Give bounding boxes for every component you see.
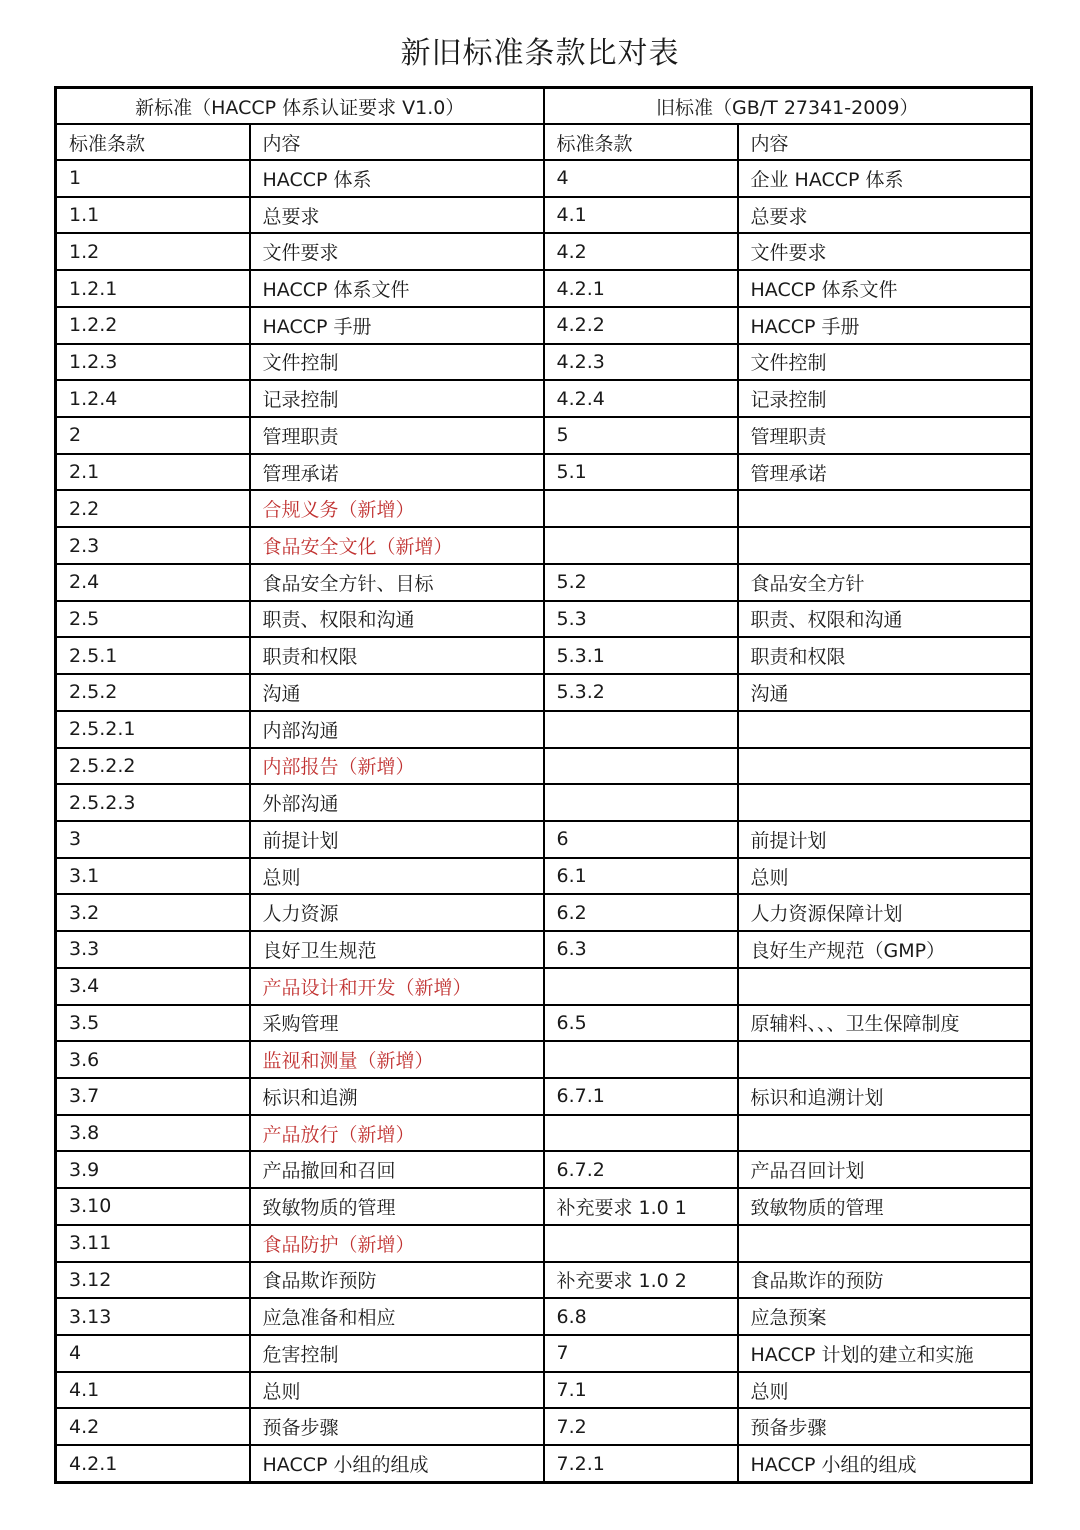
old-content-cell: 食品安全方针 — [738, 564, 1032, 601]
table-row — [56, 1408, 1032, 1445]
new-clause-cell: 4.1 — [56, 1372, 250, 1409]
new-content-cell: 食品安全文化（新增） — [250, 527, 544, 564]
table-row — [56, 968, 1032, 1005]
table-group-header — [56, 88, 1032, 125]
new-clause-cell: 1.1 — [56, 197, 250, 234]
table-row — [56, 380, 1032, 417]
old-content-cell: 食品欺诈的预防 — [738, 1262, 1032, 1299]
old-standard-header: 旧标准（GB/T 27341-2009） — [544, 88, 1032, 125]
new-clause-cell: 2 — [56, 417, 250, 454]
old-clause-cell: 6.7.2 — [544, 1151, 738, 1188]
table-row — [56, 454, 1032, 491]
table-row — [56, 1372, 1032, 1409]
new-content-cell: 文件要求 — [250, 233, 544, 270]
old-clause-cell: 4 — [544, 160, 738, 197]
new-content-cell: 应急准备和相应 — [250, 1298, 544, 1335]
old-content-cell: HACCP 小组的组成 — [738, 1445, 1032, 1482]
table-row — [56, 1445, 1032, 1482]
new-clause-cell: 2.4 — [56, 564, 250, 601]
new-content-cell: 产品撤回和召回 — [250, 1151, 544, 1188]
old-clause-cell — [544, 968, 738, 1005]
old-content-cell — [738, 1225, 1032, 1262]
new-clause-cell: 3.2 — [56, 894, 250, 931]
new-clause-cell: 3.12 — [56, 1262, 250, 1299]
old-clause-cell: 5.3.1 — [544, 637, 738, 674]
old-clause-cell: 补充要求 1.0 1 — [544, 1188, 738, 1225]
column-header-new-content: 内容 — [250, 124, 544, 160]
new-clause-cell: 4 — [56, 1335, 250, 1372]
table-row — [56, 637, 1032, 674]
new-content-cell: HACCP 手册 — [250, 307, 544, 344]
old-clause-cell — [544, 490, 738, 527]
old-content-cell: 总则 — [738, 1372, 1032, 1409]
old-content-cell: HACCP 手册 — [738, 307, 1032, 344]
new-clause-cell: 2.5.2.3 — [56, 784, 250, 821]
table-row — [56, 1225, 1032, 1262]
old-clause-cell: 7 — [544, 1335, 738, 1372]
old-content-cell: 原辅料、、、卫生保障制度 — [738, 1005, 1032, 1042]
old-clause-cell: 4.2 — [544, 233, 738, 270]
new-content-cell: 良好卫生规范 — [250, 931, 544, 968]
old-clause-cell: 4.1 — [544, 197, 738, 234]
new-content-cell: 总则 — [250, 858, 544, 895]
table-body — [56, 160, 1032, 1483]
new-content-cell: 前提计划 — [250, 821, 544, 858]
old-clause-cell — [544, 527, 738, 564]
old-clause-cell: 6.3 — [544, 931, 738, 968]
new-content-cell: 产品放行（新增） — [250, 1115, 544, 1152]
new-clause-cell: 3.4 — [56, 968, 250, 1005]
table-row — [56, 1041, 1032, 1078]
new-content-cell: 文件控制 — [250, 344, 544, 381]
old-content-cell — [738, 748, 1032, 785]
table-row — [56, 160, 1032, 197]
new-clause-cell: 1.2.1 — [56, 270, 250, 307]
old-content-cell: 管理职责 — [738, 417, 1032, 454]
comparison-table — [54, 86, 1033, 1484]
old-content-cell: 总要求 — [738, 197, 1032, 234]
new-content-cell: 预备步骤 — [250, 1408, 544, 1445]
old-content-cell — [738, 1115, 1032, 1152]
new-clause-cell: 2.5.2.2 — [56, 748, 250, 785]
new-clause-cell: 3.3 — [56, 931, 250, 968]
old-clause-cell — [544, 784, 738, 821]
new-clause-cell: 2.3 — [56, 527, 250, 564]
old-content-cell: 前提计划 — [738, 821, 1032, 858]
table-row — [56, 564, 1032, 601]
new-clause-cell: 3 — [56, 821, 250, 858]
old-clause-cell: 7.2 — [544, 1408, 738, 1445]
old-content-cell — [738, 1041, 1032, 1078]
table-row — [56, 1005, 1032, 1042]
table-row — [56, 344, 1032, 381]
new-content-cell: 产品设计和开发（新增） — [250, 968, 544, 1005]
old-clause-cell: 4.2.4 — [544, 380, 738, 417]
old-content-cell — [738, 784, 1032, 821]
new-content-cell: 标识和追溯 — [250, 1078, 544, 1115]
new-clause-cell: 3.10 — [56, 1188, 250, 1225]
table-row — [56, 821, 1032, 858]
old-content-cell: 记录控制 — [738, 380, 1032, 417]
old-clause-cell: 5.3.2 — [544, 674, 738, 711]
table-row — [56, 931, 1032, 968]
old-content-cell — [738, 490, 1032, 527]
new-standard-header: 新标准（HACCP 体系认证要求 V1.0） — [56, 88, 544, 125]
column-header-old-content: 内容 — [738, 124, 1032, 160]
new-clause-cell: 4.2.1 — [56, 1445, 250, 1482]
old-content-cell: 致敏物质的管理 — [738, 1188, 1032, 1225]
new-clause-cell: 1 — [56, 160, 250, 197]
table-row — [56, 601, 1032, 638]
old-clause-cell — [544, 1115, 738, 1152]
old-clause-cell: 6.2 — [544, 894, 738, 931]
old-clause-cell: 4.2.2 — [544, 307, 738, 344]
old-clause-cell — [544, 1041, 738, 1078]
table-column-header — [56, 124, 1032, 160]
new-content-cell: 职责和权限 — [250, 637, 544, 674]
old-clause-cell: 6.8 — [544, 1298, 738, 1335]
old-content-cell: 人力资源保障计划 — [738, 894, 1032, 931]
column-header-new-clause: 标准条款 — [56, 124, 250, 160]
new-content-cell: 食品安全方针、目标 — [250, 564, 544, 601]
old-content-cell: 职责、权限和沟通 — [738, 601, 1032, 638]
new-clause-cell: 1.2 — [56, 233, 250, 270]
new-content-cell: 监视和测量（新增） — [250, 1041, 544, 1078]
old-content-cell — [738, 527, 1032, 564]
old-content-cell — [738, 711, 1032, 748]
table-row — [56, 270, 1032, 307]
table-row — [56, 307, 1032, 344]
old-content-cell: 文件控制 — [738, 344, 1032, 381]
old-clause-cell: 补充要求 1.0 2 — [544, 1262, 738, 1299]
new-content-cell: 致敏物质的管理 — [250, 1188, 544, 1225]
table-row — [56, 1078, 1032, 1115]
new-content-cell: 外部沟通 — [250, 784, 544, 821]
table-row — [56, 1335, 1032, 1372]
old-content-cell: 预备步骤 — [738, 1408, 1032, 1445]
old-content-cell: 产品召回计划 — [738, 1151, 1032, 1188]
old-clause-cell: 5 — [544, 417, 738, 454]
old-clause-cell: 5.2 — [544, 564, 738, 601]
old-content-cell: 标识和追溯计划 — [738, 1078, 1032, 1115]
new-content-cell: 记录控制 — [250, 380, 544, 417]
table-row — [56, 1262, 1032, 1299]
old-content-cell: 管理承诺 — [738, 454, 1032, 491]
new-clause-cell: 3.9 — [56, 1151, 250, 1188]
table-row — [56, 417, 1032, 454]
table-row — [56, 1298, 1032, 1335]
table-row — [56, 748, 1032, 785]
old-content-cell: 职责和权限 — [738, 637, 1032, 674]
old-clause-cell: 6.7.1 — [544, 1078, 738, 1115]
table-row — [56, 894, 1032, 931]
new-content-cell: 人力资源 — [250, 894, 544, 931]
new-content-cell: 危害控制 — [250, 1335, 544, 1372]
table-row — [56, 674, 1032, 711]
old-content-cell: 文件要求 — [738, 233, 1032, 270]
new-content-cell: 总要求 — [250, 197, 544, 234]
old-content-cell: HACCP 体系文件 — [738, 270, 1032, 307]
new-clause-cell: 1.2.4 — [56, 380, 250, 417]
table-row — [56, 784, 1032, 821]
new-clause-cell: 3.8 — [56, 1115, 250, 1152]
new-content-cell: HACCP 体系 — [250, 160, 544, 197]
new-clause-cell: 3.6 — [56, 1041, 250, 1078]
new-clause-cell: 3.13 — [56, 1298, 250, 1335]
table-row — [56, 233, 1032, 270]
table-row — [56, 858, 1032, 895]
old-content-cell: 总则 — [738, 858, 1032, 895]
old-clause-cell: 4.2.3 — [544, 344, 738, 381]
new-clause-cell: 4.2 — [56, 1408, 250, 1445]
new-content-cell: 职责、权限和沟通 — [250, 601, 544, 638]
old-content-cell: 应急预案 — [738, 1298, 1032, 1335]
table-row — [56, 527, 1032, 564]
table-row — [56, 1151, 1032, 1188]
new-content-cell: 管理承诺 — [250, 454, 544, 491]
new-clause-cell: 1.2.3 — [56, 344, 250, 381]
new-clause-cell: 2.5.1 — [56, 637, 250, 674]
old-clause-cell: 7.2.1 — [544, 1445, 738, 1482]
old-clause-cell: 5.1 — [544, 454, 738, 491]
table-row — [56, 197, 1032, 234]
new-clause-cell: 3.1 — [56, 858, 250, 895]
old-content-cell: HACCP 计划的建立和实施 — [738, 1335, 1032, 1372]
new-content-cell: 内部报告（新增） — [250, 748, 544, 785]
new-content-cell: HACCP 体系文件 — [250, 270, 544, 307]
new-content-cell: 总则 — [250, 1372, 544, 1409]
page-title: 新旧标准条款比对表 — [400, 36, 680, 71]
old-content-cell — [738, 968, 1032, 1005]
old-content-cell: 企业 HACCP 体系 — [738, 160, 1032, 197]
old-clause-cell: 4.2.1 — [544, 270, 738, 307]
table-row — [56, 1115, 1032, 1152]
table-row — [56, 711, 1032, 748]
old-clause-cell — [544, 711, 738, 748]
new-content-cell: 管理职责 — [250, 417, 544, 454]
old-content-cell: 良好生产规范（GMP） — [738, 931, 1032, 968]
column-header-old-clause: 标准条款 — [544, 124, 738, 160]
new-content-cell: 食品防护（新增） — [250, 1225, 544, 1262]
new-clause-cell: 3.11 — [56, 1225, 250, 1262]
new-clause-cell: 3.7 — [56, 1078, 250, 1115]
old-clause-cell: 6.1 — [544, 858, 738, 895]
new-content-cell: 内部沟通 — [250, 711, 544, 748]
new-clause-cell: 1.2.2 — [56, 307, 250, 344]
new-content-cell: HACCP 小组的组成 — [250, 1445, 544, 1482]
new-clause-cell: 2.1 — [56, 454, 250, 491]
table-row — [56, 1188, 1032, 1225]
new-clause-cell: 3.5 — [56, 1005, 250, 1042]
new-clause-cell: 2.5.2.1 — [56, 711, 250, 748]
old-clause-cell: 6 — [544, 821, 738, 858]
old-clause-cell — [544, 748, 738, 785]
old-content-cell: 沟通 — [738, 674, 1032, 711]
old-clause-cell: 5.3 — [544, 601, 738, 638]
new-content-cell: 合规义务（新增） — [250, 490, 544, 527]
old-clause-cell: 6.5 — [544, 1005, 738, 1042]
table-row — [56, 490, 1032, 527]
new-content-cell: 沟通 — [250, 674, 544, 711]
old-clause-cell — [544, 1225, 738, 1262]
old-clause-cell: 7.1 — [544, 1372, 738, 1409]
new-clause-cell: 2.5 — [56, 601, 250, 638]
new-clause-cell: 2.2 — [56, 490, 250, 527]
new-content-cell: 采购管理 — [250, 1005, 544, 1042]
new-clause-cell: 2.5.2 — [56, 674, 250, 711]
new-content-cell: 食品欺诈预防 — [250, 1262, 544, 1299]
